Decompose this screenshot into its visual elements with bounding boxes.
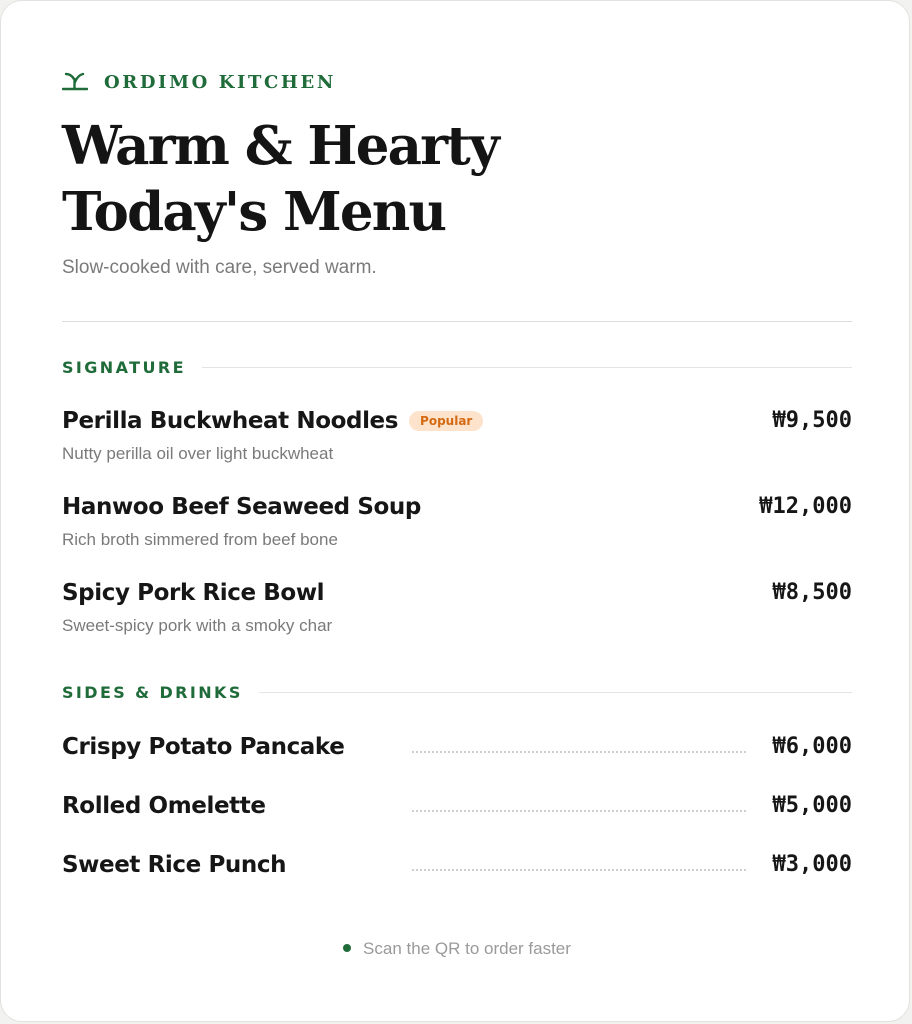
sprout-icon (62, 72, 88, 92)
page-title-line-1: Warm & Hearty (62, 115, 498, 177)
header-divider (62, 321, 852, 322)
menu-item[interactable] (62, 408, 852, 464)
menu-item[interactable] (62, 494, 852, 550)
dotted-leader (412, 869, 746, 871)
section-header-signature (62, 358, 852, 377)
brand-name: ORDIMO KITCHEN (104, 71, 336, 93)
popular-badge: Popular (409, 411, 483, 431)
item-name: Hanwoo Beef Seaweed Soup (62, 494, 421, 520)
brand (62, 67, 336, 97)
section-divider (202, 367, 852, 368)
item-price: ₩5,000 (772, 793, 852, 818)
item-name: Sweet Rice Punch (62, 852, 287, 878)
section-label-sides: SIDES & DRINKS (62, 683, 243, 702)
section-header-sides (62, 683, 852, 702)
section-divider (259, 692, 852, 693)
item-name-wrap (62, 494, 421, 520)
item-description: Sweet-spicy pork with a smoky char (62, 616, 333, 635)
item-price: ₩6,000 (772, 734, 852, 759)
menu-item[interactable] (62, 580, 852, 636)
page-subtitle: Slow-cooked with care, served warm. (62, 257, 377, 278)
dotted-leader (412, 751, 746, 753)
item-description: Nutty perilla oil over light buckwheat (62, 444, 334, 463)
item-price: ₩12,000 (759, 494, 852, 519)
side-menu-item[interactable] (62, 852, 852, 882)
status-dot-icon (343, 944, 351, 952)
dotted-leader (412, 810, 746, 812)
section-label-signature: SIGNATURE (62, 358, 186, 377)
side-menu-item[interactable] (62, 793, 852, 823)
item-price: ₩3,000 (772, 852, 852, 877)
item-name-wrap (62, 408, 483, 434)
item-name: Crispy Potato Pancake (62, 734, 345, 760)
footer-text: Scan the QR to order faster (363, 939, 571, 958)
side-menu-item[interactable] (62, 734, 852, 764)
item-name: Perilla Buckwheat Noodles (62, 408, 399, 434)
item-price: ₩9,500 (772, 408, 852, 433)
page-title-line-2: Today's Menu (62, 181, 446, 243)
item-name: Spicy Pork Rice Bowl (62, 580, 325, 606)
item-price: ₩8,500 (772, 580, 852, 605)
footer-note (62, 939, 852, 959)
item-name: Rolled Omelette (62, 793, 266, 819)
item-description: Rich broth simmered from beef bone (62, 530, 338, 549)
page-title (62, 113, 682, 245)
item-name-wrap (62, 580, 324, 606)
